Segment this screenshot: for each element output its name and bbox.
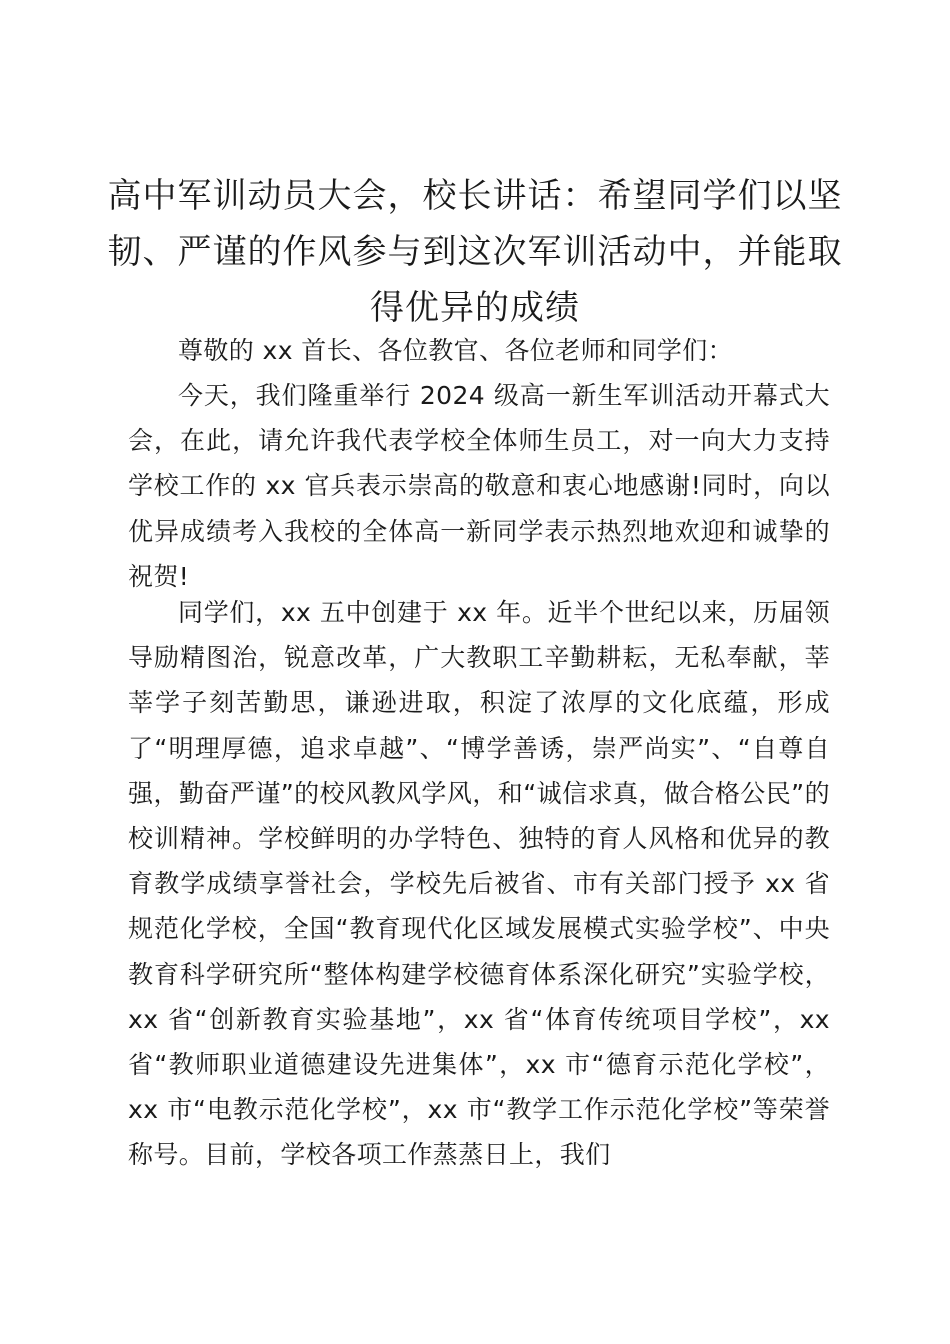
- document-title: 高中军训动员大会，校长讲话：希望同学们以坚韧、严谨的作风参与到这次军训活动中，并能取得优异的成绩: [107, 176, 843, 328]
- paragraph-1: 今天，我们隆重举行 2024 级高一新生军训活动开幕式大会，在此，请允许我代表学校全体师生员工，对一向大力支持学校工作的 xx 官兵表示崇高的敬意和衷心地感谢!同时，向以优异成绩考入我校的全体高一新同学表示热烈地欢迎和诚挚的祝贺!: [128, 381, 830, 591]
- paragraph-2: 同学们，xx 五中创建于 xx 年。近半个世纪以来，历届领导励精图治，锐意改革，广大教职工辛勤耕耘，无私奉献，莘莘学子刻苦勤思，谦逊进取，积淀了浓厚的文化底蕴，形成了“明理厚德，追求卓越”、“博学善诱，崇严尚实”、“自尊自强，勤奋严谨”的校风教风学风，和“诚信求真，做合格公民”的校训精神。学校鲜明的办学特色、独特的育人风格和优异的教育教学成绩享誉社会，学校先后被省、市有关部门授予 xx 省规范化学校，全国“教育现代化区域发展模式实验学校”、中央教育科学研究所“整体构建学校德育体系深化研究”实验学校，xx 省“创新教育实验基地”，xx 省“体育传统项目学校”，xx 省“教师职业道德建设先进集体”，xx 市“德育示范化学校”，xx 市“电教示范化学校”，xx 市“教学工作示范化学校”等荣誉称号。目前，学校各项工作蒸蒸日上，我们: [128, 598, 830, 1170]
- salutation: 尊敬的 xx 首长、各位教官、各位老师和同学们：: [178, 336, 734, 365]
